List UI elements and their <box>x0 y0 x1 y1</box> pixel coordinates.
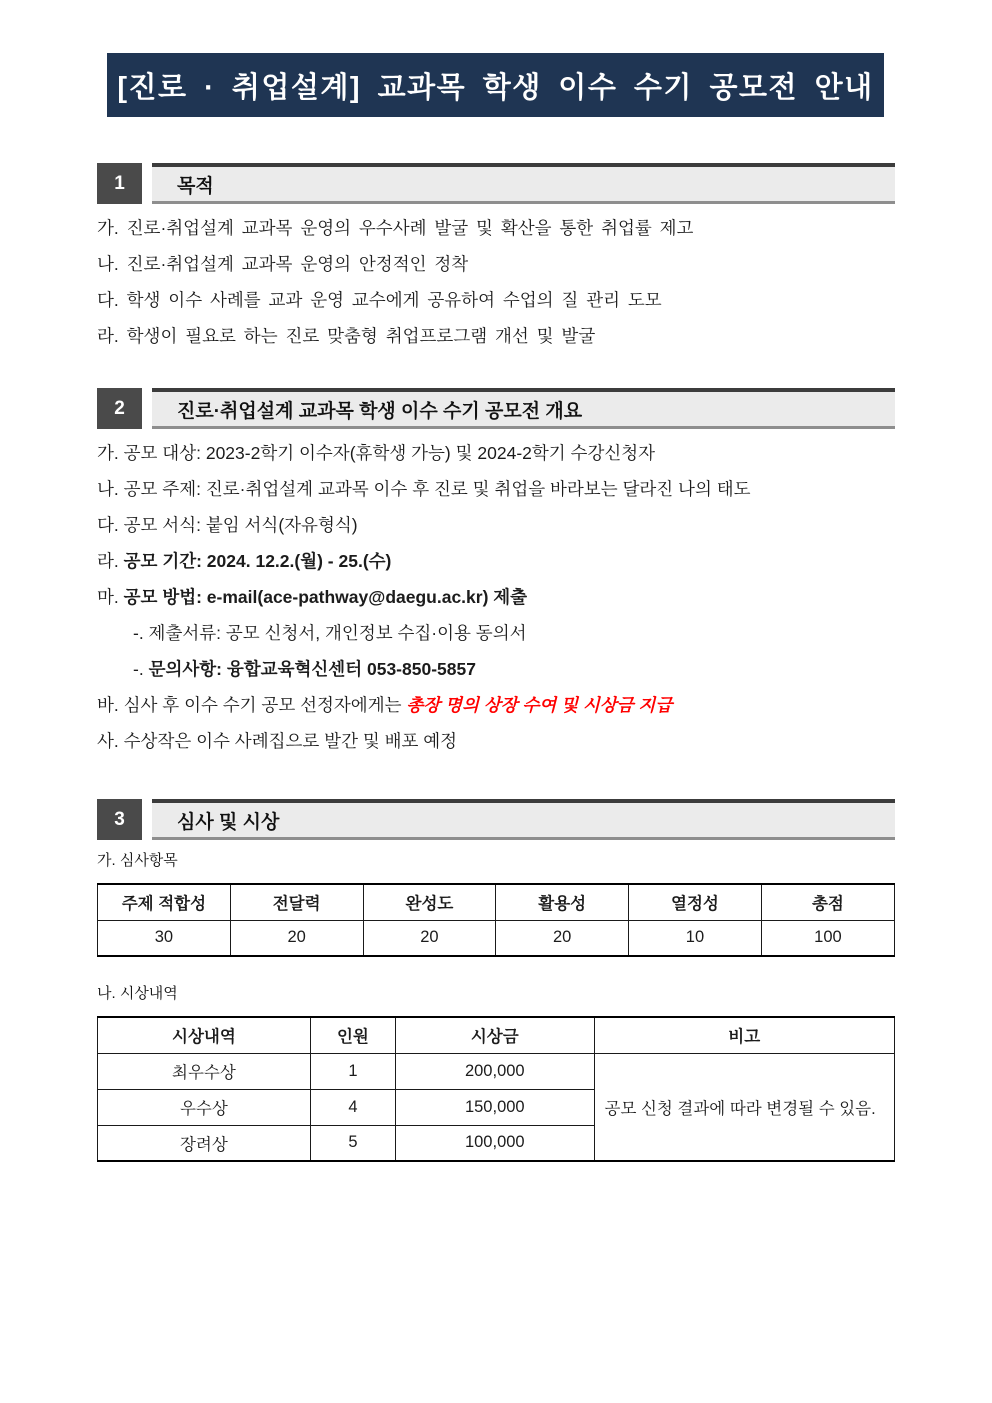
award-prize-cell: 150,000 <box>396 1089 594 1125</box>
criteria-header-cell: 전달력 <box>230 884 363 920</box>
purpose-list <box>97 210 895 354</box>
section-2-bar <box>152 388 895 429</box>
overview-award <box>97 687 895 723</box>
section-3-number-badge: 3 <box>97 799 142 840</box>
awards-header-cell: 비고 <box>594 1017 895 1053</box>
overview-period <box>97 543 895 579</box>
award-prize-cell: 200,000 <box>396 1053 594 1089</box>
overview-method-prefix: 마. <box>97 587 124 607</box>
title-banner <box>107 53 884 117</box>
overview-method <box>97 579 895 615</box>
overview-contact-bold: 문의사항: 융합교육혁신센터 053-850-5857 <box>148 659 476 679</box>
purpose-item-4: 라. 학생이 필요로 하는 진로 맞춤형 취업프로그램 개선 및 발굴 <box>97 326 596 346</box>
award-prize-cell: 100,000 <box>396 1125 594 1161</box>
awards-header-row <box>98 1017 895 1053</box>
overview-contact <box>97 651 895 687</box>
section-3-bar <box>152 799 895 840</box>
section-1-heading: 목적 <box>177 175 214 197</box>
overview-period-prefix: 라. <box>97 551 124 571</box>
overview-format: 다. 공모 서식: 붙임 서식(자유형식) <box>97 515 358 535</box>
awards-note-cell: 공모 신청 결과에 따라 변경될 수 있음. <box>594 1053 895 1161</box>
purpose-item-1: 가. 진로·취업설계 교과목 운영의 우수사례 발굴 및 확산을 통한 취업률 제고 <box>97 218 694 238</box>
award-count-cell: 4 <box>310 1089 395 1125</box>
criteria-table <box>97 883 895 957</box>
document-title: [진로 · 취업설계] 교과목 학생 이수 수기 공모전 안내 <box>117 71 874 104</box>
overview-method-bold: 공모 방법: e-mail(ace-pathway@daegu.ac.kr) 제출 <box>123 587 528 607</box>
criteria-value-cell: 30 <box>98 920 231 956</box>
awards-header-cell: 시상금 <box>396 1017 594 1053</box>
overview-topic: 나. 공모 주제: 진로·취업설계 교과목 이수 후 진로 및 취업을 바라보는 달라진 나의 태도 <box>97 479 751 499</box>
overview-period-bold: 공모 기간: 2024. 12.2.(월) - 25.(수) <box>123 551 392 571</box>
awards-header-cell: 인원 <box>310 1017 395 1053</box>
overview-publish: 사. 수상작은 이수 사례집으로 발간 및 배포 예정 <box>97 731 458 751</box>
criteria-value-row <box>98 920 895 956</box>
overview-docs: -. 제출서류: 공모 신청서, 개인정보 수집·이용 동의서 <box>133 623 527 643</box>
criteria-value-cell: 100 <box>761 920 894 956</box>
section-1-bar <box>152 163 895 204</box>
awards-row-1 <box>98 1053 895 1089</box>
overview-award-highlight: 총장 명의 상장 수여 및 시상금 지급 <box>406 695 673 715</box>
criteria-header-cell: 주제 적합성 <box>98 884 231 920</box>
award-count-cell: 1 <box>310 1053 395 1089</box>
criteria-header-cell: 열정성 <box>629 884 762 920</box>
purpose-item-2: 나. 진로·취업설계 교과목 운영의 안정적인 정착 <box>97 254 469 274</box>
criteria-header-cell: 완성도 <box>363 884 496 920</box>
criteria-value-cell: 10 <box>629 920 762 956</box>
section-2-header <box>97 388 895 429</box>
award-count-cell: 5 <box>310 1125 395 1161</box>
section-1-header <box>97 163 895 204</box>
criteria-label: 가. 심사항목 <box>97 852 178 869</box>
award-name-cell: 최우수상 <box>98 1053 311 1089</box>
section-3-header <box>97 799 895 840</box>
purpose-item-3: 다. 학생 이수 사례를 교과 운영 교수에게 공유하여 수업의 질 관리 도모 <box>97 290 662 310</box>
criteria-value-cell: 20 <box>230 920 363 956</box>
section-2-number-badge: 2 <box>97 388 142 429</box>
criteria-header-cell: 활용성 <box>496 884 629 920</box>
awards-label: 나. 시상내역 <box>97 985 178 1002</box>
overview-target: 가. 공모 대상: 2023-2학기 이수자(휴학생 가능) 및 2024-2학기 수강신청자 <box>97 443 656 463</box>
award-name-cell: 장려상 <box>98 1125 311 1161</box>
criteria-value-cell: 20 <box>363 920 496 956</box>
criteria-header-row <box>98 884 895 920</box>
overview-contact-prefix: -. <box>133 659 149 679</box>
criteria-header-cell: 총점 <box>761 884 894 920</box>
criteria-value-cell: 20 <box>496 920 629 956</box>
awards-header-cell: 시상내역 <box>98 1017 311 1053</box>
section-1-number-badge: 1 <box>97 163 142 204</box>
awards-table <box>97 1016 895 1162</box>
section-2-heading: 진로·취업설계 교과목 학생 이수 수기 공모전 개요 <box>177 400 583 422</box>
overview-award-prefix: 바. 심사 후 이수 수기 공모 선정자에게는 <box>97 695 407 715</box>
overview-list <box>97 435 895 759</box>
award-name-cell: 우수상 <box>98 1089 311 1125</box>
section-3-heading: 심사 및 시상 <box>177 811 280 833</box>
